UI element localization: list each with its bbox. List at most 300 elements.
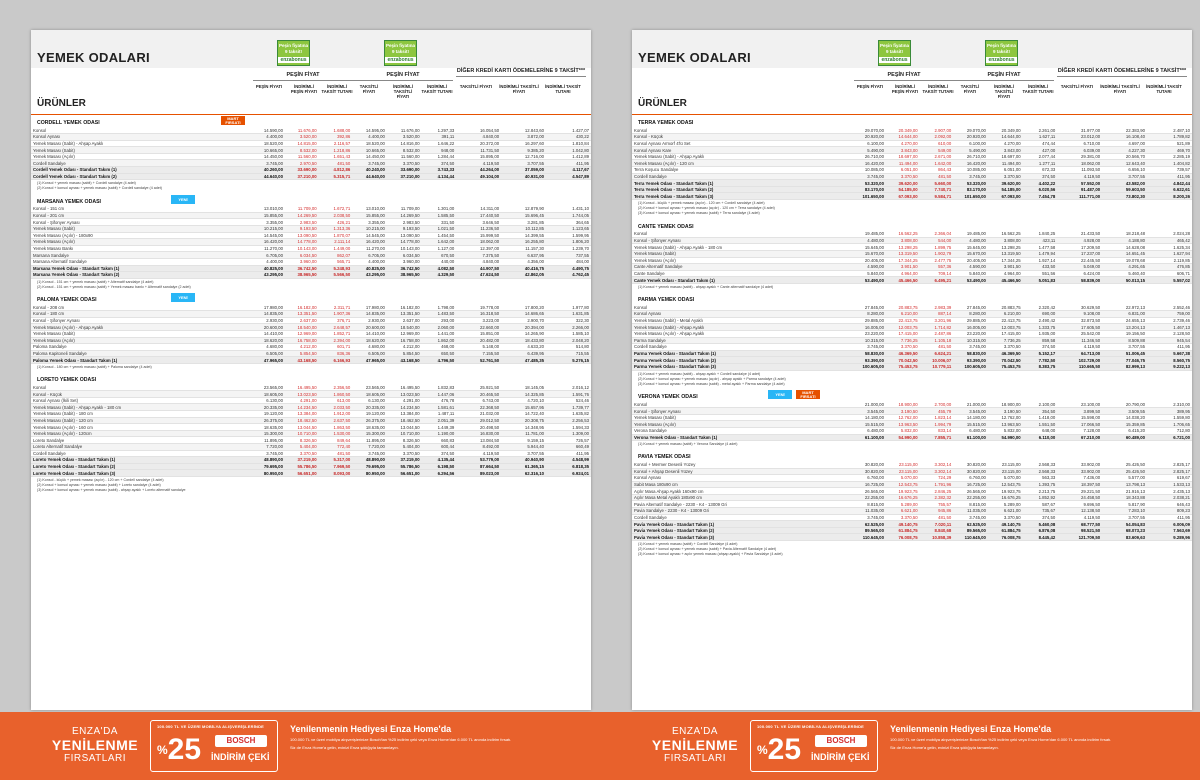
price-cell: 14.816,00	[387, 140, 422, 147]
price-cell: 6.505,00	[352, 350, 387, 357]
price-cell: 19.923,75	[886, 488, 920, 495]
price-cell: 23.565,00	[352, 384, 387, 391]
price-cell: 1.935,00	[1023, 330, 1058, 337]
price-cell: 2.033,50	[319, 404, 353, 411]
product-name: Pavia Yemek Odası - Standart Takım (3)	[632, 534, 852, 541]
price-cell: 7.128,00	[1057, 428, 1102, 435]
product-name: Konsol - Küçük	[31, 391, 251, 398]
price-cell: 1.599,95	[546, 232, 591, 239]
price-cell: 4.796,50	[422, 357, 457, 364]
price-cell: 23.012,00	[1057, 134, 1102, 141]
price-cell: 7.720,00	[352, 443, 387, 450]
price-cell: 14.269,50	[387, 212, 422, 219]
price-cell: 3.370,50	[988, 344, 1023, 351]
price-cell: 5.832,00	[988, 428, 1023, 435]
price-cell: 11.270,00	[352, 245, 387, 252]
price-cell: 374,50	[1023, 344, 1058, 351]
group-other: DİĞER KREDİ KARTI ÖDEMELERİNE 9 TAKSİT***	[1057, 68, 1187, 77]
price-cell: 19.120,00	[251, 411, 285, 418]
column-header: İNDİRİMLİ TAKSİTLİ FİYATI	[499, 84, 539, 94]
price-cell: 2.394,00	[319, 337, 353, 344]
price-cell: 2.983,50	[285, 219, 319, 226]
price-cell: 3.745,00	[953, 344, 988, 351]
price-cell: 3.707,55	[1102, 173, 1147, 180]
price-cell: 20.498,50	[456, 424, 501, 431]
price-cell: 8.560,75	[1147, 357, 1192, 364]
price-cell: 68.777,50	[1057, 521, 1102, 528]
price-cell: 1.927,14	[1023, 257, 1058, 264]
price-cell: 39.620,00	[988, 180, 1023, 187]
product-row	[31, 252, 591, 259]
price-cell: 2.983,39	[920, 304, 954, 311]
price-cell: 4.680,00	[352, 344, 387, 351]
price-cell: 17.800,20	[501, 304, 546, 311]
product-name: Konsol - Şifonyer Aynası	[632, 237, 852, 244]
price-cell: 17.344,25	[886, 257, 920, 264]
badge-line2: 9 taksit!	[391, 49, 409, 54]
price-cell: 772,40	[319, 443, 353, 450]
price-cell: 14.590,00	[251, 127, 285, 134]
price-cell: 1.477,58	[1023, 244, 1058, 251]
price-cell: 5.317,00	[319, 457, 353, 464]
price-cell: 14.778,00	[387, 239, 422, 246]
price-table	[632, 231, 1192, 284]
product-name: Cante Yemek Odası - Standart Takım (1)	[632, 277, 852, 284]
product-name: Pavia Alternatif Sandalye - 2230 - K4 - 13009 Gri	[632, 501, 852, 508]
price-cell: 14.545,00	[251, 232, 285, 239]
price-cell: 83.170,00	[852, 186, 886, 193]
price-cell: 49.140,75	[886, 521, 920, 528]
price-cell: 15.855,00	[352, 212, 387, 219]
price-cell: 79.695,00	[251, 463, 285, 470]
price-cell: 17.237,00	[1057, 250, 1102, 257]
product-name: Konsol - 151 cm	[31, 206, 251, 213]
price-cell: 110.645,00	[953, 534, 988, 541]
price-cell: 2.435,13	[1147, 488, 1192, 495]
product-name: Yemek Masası (Açılır)	[632, 257, 852, 264]
price-cell: 26.375,00	[251, 417, 285, 424]
price-cell: 2.051,39	[422, 417, 457, 424]
price-cell: 61.884,75	[886, 527, 920, 534]
page-header	[632, 30, 1192, 116]
set-row	[31, 357, 591, 364]
product-row	[632, 414, 1192, 421]
price-cell: 17.209,50	[1057, 244, 1102, 251]
price-cell: 33.902,00	[1057, 461, 1102, 468]
price-cell: 6.624,21	[920, 350, 954, 357]
price-cell: 364,65	[546, 219, 591, 226]
price-cell: 47.624,50	[456, 272, 501, 279]
product-name: Konsol - Şifonyer Aynası	[31, 219, 251, 226]
price-cell: 48.890,00	[251, 457, 285, 464]
product-name: Cordell Yemek Odası - Standart Takım (1)	[31, 167, 251, 174]
price-cell: 14.410,00	[251, 330, 285, 337]
price-cell: 16.562,25	[886, 231, 920, 238]
price-cell: 6.051,00	[886, 167, 920, 174]
price-cell: 6.210,00	[988, 311, 1023, 318]
campaign-footnote: Siz de Enza Home'a gelin, evinizi Enza şıklığıyla tamamlayın.	[890, 745, 999, 750]
product-name: Konsol Aynası	[632, 311, 852, 318]
price-table	[31, 127, 591, 180]
price-cell: 49.140,75	[988, 521, 1023, 528]
set-row	[31, 470, 591, 477]
price-cell: 44.264,00	[456, 167, 501, 174]
price-cell: 374,50	[422, 450, 457, 457]
left-page	[31, 30, 591, 710]
product-row	[632, 461, 1192, 468]
price-cell: 11.236,50	[456, 225, 501, 232]
product-name: Konsol Aynası	[31, 134, 251, 141]
new-tag: YENİ	[171, 195, 195, 204]
price-cell: 20.394,00	[501, 324, 546, 331]
price-cell: 6.818,35	[546, 463, 591, 470]
set-row	[632, 186, 1192, 193]
price-cell: 6.130,00	[352, 397, 387, 404]
price-cell: 55.786,50	[285, 463, 319, 470]
price-cell: 14.835,00	[352, 311, 387, 318]
price-cell: 6.760,00	[852, 475, 886, 482]
price-cell: 6.743,00	[456, 397, 501, 404]
campaign-heading: Yenilenmenin Hediyesi Enza Home'da	[890, 724, 1052, 734]
price-cell: 1.863,50	[319, 424, 353, 431]
price-cell: 54.054,83	[1102, 521, 1147, 528]
price-cell: 16.108,40	[1102, 134, 1147, 141]
set-footnote: (3) Konsol + konsol aynası + açılır yemek masası (ahşap ayaklı) + Pavia Sandalye (4 adet)	[638, 552, 783, 557]
products-label: ÜRÜNLER	[37, 98, 86, 109]
group-cash: PEŞİN FİYAT	[253, 72, 353, 81]
price-cell: 47.965,00	[352, 357, 387, 364]
price-cell: 29.221,50	[1057, 488, 1102, 495]
price-cell: 18.620,00	[251, 337, 285, 344]
price-cell: 10.143,00	[387, 245, 422, 252]
price-cell: 2.048,20	[546, 337, 591, 344]
new-tag: YENİ	[171, 293, 195, 302]
discount-percent	[157, 735, 201, 765]
set-row	[31, 173, 591, 180]
price-cell: 6.621,00	[886, 508, 920, 515]
price-cell: 1.870,07	[319, 232, 353, 239]
price-cell: 15.300,00	[352, 430, 387, 437]
price-cell: 11.346,50	[1057, 337, 1102, 344]
price-cell: 735,67	[1023, 508, 1058, 515]
set-row	[632, 193, 1192, 200]
price-cell: 755,57	[920, 501, 954, 508]
price-cell: 660,83	[422, 437, 457, 444]
price-cell: 8.093,00	[319, 470, 353, 477]
price-cell: 5.315,71	[319, 173, 353, 180]
price-cell: 4.212,00	[285, 344, 319, 351]
price-cell: 22.413,75	[988, 317, 1023, 324]
price-cell: 36.742,50	[285, 265, 319, 272]
price-cell: 9.385,20	[501, 147, 546, 154]
product-row	[31, 219, 591, 226]
price-cell: 1.627,11	[1023, 134, 1058, 141]
price-cell: 3.370,50	[886, 173, 920, 180]
set-footnote: (1) Konsol + yemek masası (sabit) + Cordell sandalye (4 adet)	[37, 181, 136, 186]
price-cell: 8.532,00	[285, 147, 319, 154]
column-header: İNDİRİMLİ TAKSİT TUTARI	[545, 84, 581, 94]
product-name: Yemek Masası (Açılır) - Ahşap Ayaklı	[632, 330, 852, 337]
column-header: PEŞİN FİYATI	[255, 84, 283, 89]
price-cell: 1.483,50	[422, 311, 457, 318]
product-name: Loreto Sandalye	[31, 437, 251, 444]
price-cell: 7.736,25	[988, 337, 1023, 344]
product-name: Marsana Yemek Odası - Standart Takım (2)	[31, 272, 251, 279]
price-cell: 89.565,00	[953, 527, 988, 534]
price-cell: 6.006,09	[1147, 521, 1192, 528]
price-cell: 1.852,71	[319, 330, 353, 337]
price-cell: 19.923,75	[988, 488, 1023, 495]
badge-brand: enzabonus	[986, 57, 1017, 63]
price-cell: 29.381,00	[1057, 153, 1102, 160]
price-cell: 3.545,00	[852, 408, 886, 415]
price-cell: 5.289,00	[886, 501, 920, 508]
product-row	[31, 330, 591, 337]
price-cell: 11.895,00	[251, 437, 285, 444]
price-cell: 100.605,00	[953, 363, 988, 370]
price-cell: 481,50	[920, 173, 954, 180]
price-cell: 862,07	[319, 252, 353, 259]
product-name: Parma Yemek Odası - Standart Takım (1)	[632, 350, 852, 357]
price-cell: 15.359,85	[1102, 421, 1147, 428]
product-row	[31, 404, 591, 411]
price-cell: 4.633,20	[501, 344, 546, 351]
price-cell: 10.215,00	[251, 225, 285, 232]
badge-brand: enzabonus	[879, 57, 910, 63]
price-cell: 3.745,00	[852, 344, 886, 351]
price-cell: 2.552,46	[1147, 304, 1192, 311]
price-cell: 9.108,00	[1057, 311, 1102, 318]
product-name: Parma Yemek Odası - Standart Takım (3)	[632, 363, 852, 370]
column-header: TAKSİTLİ FİYATI	[359, 84, 379, 94]
price-cell: 30.820,00	[852, 468, 886, 475]
product-row	[632, 330, 1192, 337]
price-cell: 40.825,00	[251, 265, 285, 272]
price-cell: 13.298,25	[886, 244, 920, 251]
price-cell: 22.660,00	[456, 324, 501, 331]
product-name: Konsol Aynası	[632, 475, 852, 482]
price-cell: 4.547,89	[546, 173, 591, 180]
badge-line2: 9 taksit!	[284, 49, 302, 54]
product-name: Yemek Masası (Sabit) - Ahşap Ayaklı	[632, 324, 852, 331]
campaign-line3: FIRSATLARI	[63, 753, 127, 764]
price-cell: 650,50	[422, 350, 457, 357]
price-cell: 2.671,00	[920, 153, 954, 160]
price-cell: 3.843,00	[886, 147, 920, 154]
price-cell: 12.762,00	[886, 414, 920, 421]
section-name: CANTE YEMEK ODASI	[638, 223, 694, 230]
price-cell: 26.710,00	[852, 153, 886, 160]
price-cell: 21.433,50	[1057, 231, 1102, 238]
price-cell: 8.840,68	[920, 527, 954, 534]
product-row	[31, 206, 591, 213]
right-page	[632, 30, 1192, 710]
campaign-paragraph: 100.000 TL ve üzeri mobilya alışverişlerinize Bosch'tan %25 indirim çeki veya Enza Home'dan 6.000 TL anında indirim fırsatı.	[290, 737, 512, 742]
price-cell: 19.485,00	[852, 231, 886, 238]
product-name: Yemek Masası (Sabit) - 120 cm	[31, 417, 251, 424]
product-name: Yemek Masası (Sabit)	[632, 250, 852, 257]
product-name: Konsol Aynası Armorf 4'lü Set	[632, 140, 852, 147]
price-cell: 20.349,00	[988, 127, 1023, 134]
price-cell: 5.152,17	[1023, 350, 1058, 357]
product-name: Marsana Alternatif Sandalye	[31, 258, 251, 265]
product-row	[31, 140, 591, 147]
price-cell: 22.413,75	[886, 317, 920, 324]
price-cell: 6.051,00	[988, 167, 1023, 174]
product-name: Yemek Masası (Sabit)	[632, 414, 852, 421]
price-cell: 1.994,79	[920, 421, 954, 428]
price-cell: 521,89	[1147, 140, 1192, 147]
product-row	[632, 127, 1192, 134]
product-row	[31, 417, 591, 424]
product-name: Yemek Masası (Açılır) - Ahşap Ayaklı	[31, 324, 251, 331]
price-cell: 3.509,55	[1102, 408, 1147, 415]
price-cell: 24.655,13	[1102, 317, 1147, 324]
set-footnote: (3) Konsol + konsol aynası + yemek masası (sabit) + Terra sandalye (4 adet)	[638, 211, 760, 216]
price-cell: 61.100,00	[852, 434, 886, 441]
price-cell: 7.855,71	[920, 434, 954, 441]
price-cell: 4.119,50	[1057, 173, 1102, 180]
price-cell: 17.344,25	[988, 257, 1023, 264]
price-cell: 73.802,30	[1102, 193, 1147, 200]
price-cell: 77.046,75	[1102, 357, 1147, 364]
price-cell: 62.525,00	[953, 521, 988, 528]
price-cell: 4.480,00	[852, 237, 886, 244]
price-cell: 1.127,00	[422, 245, 457, 252]
price-cell: 1.627,94	[1147, 250, 1192, 257]
product-name: Paloma Yemek Odası - Standart Takım (1)	[31, 357, 251, 364]
price-cell: 18.900,00	[886, 401, 920, 408]
set-footnote: (1) Konsol - 180 cm + yemek masası (sabit) + Paloma sandalye (4 adet)	[37, 364, 152, 369]
price-cell: 12.397,00	[456, 245, 501, 252]
price-cell: 27.845,00	[852, 304, 886, 311]
price-table	[632, 127, 1192, 200]
price-cell: 40.416,75	[501, 265, 546, 272]
price-cell: 2.111,14	[319, 239, 353, 246]
price-cell: 2.970,50	[285, 160, 319, 167]
price-cell: 2.900,70	[501, 317, 546, 324]
march-deal-tag: MART FIRSATI	[796, 390, 820, 399]
price-cell: 2.930,00	[251, 317, 285, 324]
price-cell: 18.462,50	[285, 417, 319, 424]
price-cell: 606,71	[1147, 270, 1192, 277]
price-cell: 16.420,00	[251, 239, 285, 246]
price-cell: 1.218,86	[319, 147, 353, 154]
price-cell: 33.690,00	[285, 167, 319, 174]
price-cell: 3.808,00	[988, 237, 1023, 244]
price-cell: 11.781,00	[501, 430, 546, 437]
price-cell: 54.990,00	[988, 434, 1023, 441]
product-name: Terra Koşucu Sandalye	[632, 167, 852, 174]
set-footnote: (2) Konsol + konsol aynası + yemek masası (sabit) + Cordell sandalye (4 adet)	[37, 186, 162, 191]
price-cell: 8.815,00	[953, 501, 988, 508]
price-cell: 44.640,00	[251, 173, 285, 180]
price-cell: 16.005,00	[852, 324, 886, 331]
price-cell: 2.038,50	[319, 212, 353, 219]
price-cell: 15.895,00	[456, 153, 501, 160]
badge-line2: 9 taksit!	[992, 49, 1010, 54]
price-cell: 20.405,00	[852, 257, 886, 264]
price-cell: 13.090,50	[285, 232, 319, 239]
price-cell: 9.584,71	[920, 193, 954, 200]
price-cell: 11.709,00	[387, 206, 422, 213]
price-cell: 7.720,00	[251, 443, 285, 450]
price-cell: 1.832,83	[422, 384, 457, 391]
set-row	[31, 167, 591, 174]
price-cell: 18.397,50	[1057, 481, 1102, 488]
price-cell: 1.487,11	[422, 411, 457, 418]
product-name: Sabit Masa 180x90 cm	[632, 481, 852, 488]
price-cell: 945,54	[1147, 337, 1192, 344]
price-cell: 2.311,71	[319, 304, 353, 311]
price-cell: 6.495,21	[920, 277, 954, 284]
price-cell: 40.260,00	[251, 167, 285, 174]
price-cell: 2.487,86	[920, 330, 954, 337]
price-cell: 1.594,33	[546, 424, 591, 431]
price-cell: 833,14	[920, 428, 954, 435]
price-cell: 737,55	[546, 252, 591, 259]
price-cell: 18.218,48	[1102, 231, 1147, 238]
price-cell: 10.085,00	[852, 167, 886, 174]
product-row	[31, 437, 591, 444]
price-cell: 11.035,00	[953, 508, 988, 515]
product-name: Konsol	[632, 304, 852, 311]
group-cash: PEŞİN FİYAT	[854, 72, 954, 81]
price-cell: 53.779,00	[456, 457, 501, 464]
price-cell: 3.520,00	[387, 134, 422, 141]
price-cell: 1.105,18	[920, 337, 954, 344]
badge-brand: enzabonus	[385, 57, 416, 63]
price-cell: 20.465,50	[456, 391, 501, 398]
price-cell: 102.729,00	[1057, 357, 1102, 364]
price-cell: 6.130,00	[251, 397, 285, 404]
price-cell: 15.515,00	[953, 421, 988, 428]
product-row	[31, 350, 591, 357]
price-cell: 31.977,00	[1057, 127, 1102, 134]
price-cell: 13.204,13	[1102, 324, 1147, 331]
price-cell: 16.758,00	[387, 337, 422, 344]
price-cell: 1.642,00	[920, 160, 954, 167]
price-cell: 16.420,00	[352, 239, 387, 246]
price-cell: 20.883,75	[988, 304, 1023, 311]
price-cell: 887,14	[920, 311, 954, 318]
price-cell: 11.494,00	[886, 160, 920, 167]
price-cell: 12.879,90	[501, 206, 546, 213]
price-cell: 1.840,25	[1023, 231, 1058, 238]
price-cell: 1.551,50	[1023, 421, 1058, 428]
price-cell: 30.629,50	[1057, 304, 1102, 311]
price-table	[632, 401, 1192, 441]
price-cell: 1.447,06	[422, 391, 457, 398]
price-cell: 110.645,00	[852, 534, 886, 541]
price-cell: 4.270,00	[886, 140, 920, 147]
price-cell: 4.480,00	[953, 237, 988, 244]
price-cell: 1.642,00	[422, 239, 457, 246]
price-cell: 411,95	[1147, 173, 1192, 180]
price-cell: 14.651,45	[1102, 250, 1147, 257]
price-cell: 849,64	[319, 437, 353, 444]
price-cell: 1.412,89	[546, 153, 591, 160]
price-cell: 2.983,50	[387, 219, 422, 226]
product-name: Konsol	[31, 384, 251, 391]
price-cell: 5.460,08	[1023, 521, 1058, 528]
price-cell: 24.458,50	[1057, 494, 1102, 501]
percent-sign: %	[757, 743, 768, 757]
price-cell: 4.188,80	[1102, 237, 1147, 244]
price-cell: 2.366,04	[920, 231, 954, 238]
page-body	[31, 115, 591, 499]
price-cell: 16.495,50	[285, 384, 319, 391]
